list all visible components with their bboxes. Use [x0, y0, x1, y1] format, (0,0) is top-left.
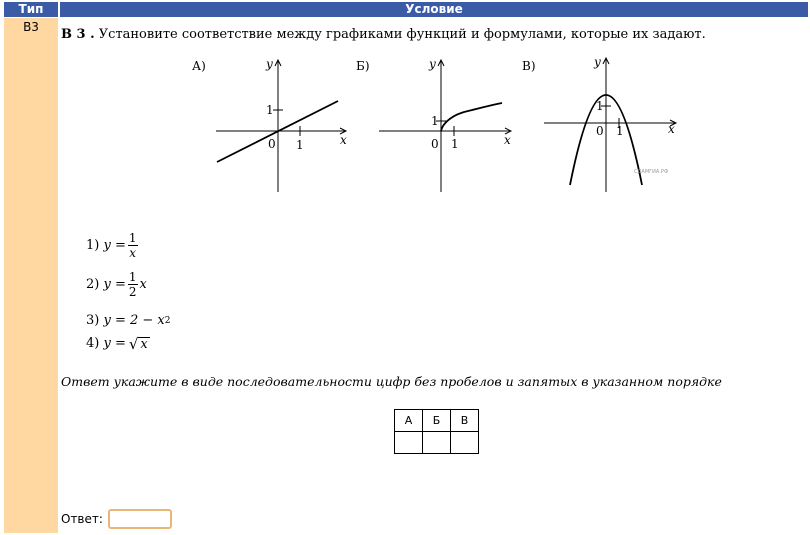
graph-a-tick-one-x: 1 — [296, 138, 304, 152]
graph-c-label: В) — [522, 59, 536, 73]
formula-2-index: 2) — [86, 277, 100, 292]
answer-table — [394, 409, 479, 454]
answer-table-value-row — [395, 432, 479, 454]
answer-instruction: Ответ укажите в виде последовательности цифр без пробелов и запятых в указанном порядке — [61, 374, 722, 389]
task-prompt: Установите соответствие между графиками функций и формулами, которые их задают. — [98, 27, 706, 42]
answer-table-header-b: Б — [423, 410, 451, 432]
formula-2-denominator: 2 — [128, 285, 137, 299]
task-type-code: B3 — [23, 20, 39, 34]
graph-c-zero: 0 — [596, 124, 604, 138]
graph-a-label: А) — [192, 59, 206, 73]
graph-a-x-axis-label: x — [340, 133, 347, 147]
formula-2 — [86, 270, 147, 299]
formula-2-numerator: 1 — [128, 270, 137, 284]
formula-3-power: 2 — [164, 315, 171, 326]
task-number: B 3 . — [61, 27, 95, 42]
formula-1-denominator: x — [129, 246, 137, 260]
graph-b-x-axis-label: x — [504, 133, 511, 147]
answer-table-cell-c — [451, 432, 479, 454]
answer-table-cell-b — [423, 432, 451, 454]
answer-label: Ответ: — [61, 512, 103, 526]
answer-table-header-c: В — [451, 410, 479, 432]
answer-input[interactable] — [108, 509, 172, 529]
task-type-cell — [4, 18, 58, 533]
formula-3 — [86, 313, 171, 328]
graph-b-zero: 0 — [431, 137, 439, 151]
graph-c-tick-one-y: 1 — [596, 99, 604, 113]
column-header-condition: Условие — [60, 2, 808, 17]
formula-4-index: 4) — [86, 336, 100, 351]
graph-a-tick-one-y: 1 — [266, 103, 274, 117]
graph-a — [192, 52, 357, 197]
graph-b — [356, 52, 521, 197]
formula-4-radicand: x — [140, 336, 148, 352]
formula-1 — [86, 231, 140, 260]
answer-table-header-a: А — [395, 410, 423, 432]
graph-c-y-axis-label: y — [594, 55, 601, 69]
graph-a-zero: 0 — [268, 137, 276, 151]
graph-b-label: Б) — [356, 59, 370, 73]
column-header-type: Тип — [4, 2, 58, 17]
formula-2-fraction — [128, 270, 138, 299]
formula-3-index: 3) — [86, 313, 100, 328]
formula-3-expr: 2 − x — [130, 313, 165, 328]
graph-b-tick-one-y: 1 — [431, 114, 439, 128]
formula-4-lhs: y = — [103, 336, 126, 351]
answer-row — [61, 509, 172, 529]
formula-1-lhs: y = — [103, 238, 126, 253]
task-statement — [61, 27, 706, 42]
formula-4 — [86, 336, 150, 351]
graph-c-x-axis-label: x — [668, 122, 675, 136]
graph-b-y-axis-label: y — [429, 57, 436, 71]
graph-a-y-axis-label: y — [266, 57, 273, 71]
answer-table-header-row — [395, 410, 479, 432]
formula-2-lhs: y = — [103, 277, 126, 292]
formula-4-sqrt — [128, 334, 150, 353]
formula-1-numerator: 1 — [128, 231, 137, 245]
formula-3-lhs: y = — [103, 313, 126, 328]
graph-b-tick-one-x: 1 — [451, 137, 459, 151]
formula-1-fraction — [128, 231, 138, 260]
graph-c-tick-one-x: 1 — [616, 124, 624, 138]
graph-watermark: СДАМГИА.РФ — [634, 169, 669, 175]
sqrt-icon: √ — [128, 334, 139, 353]
answer-table-cell-a — [395, 432, 423, 454]
formula-1-index: 1) — [86, 238, 100, 253]
formula-2-tail: x — [139, 277, 147, 292]
graph-c — [522, 52, 692, 197]
